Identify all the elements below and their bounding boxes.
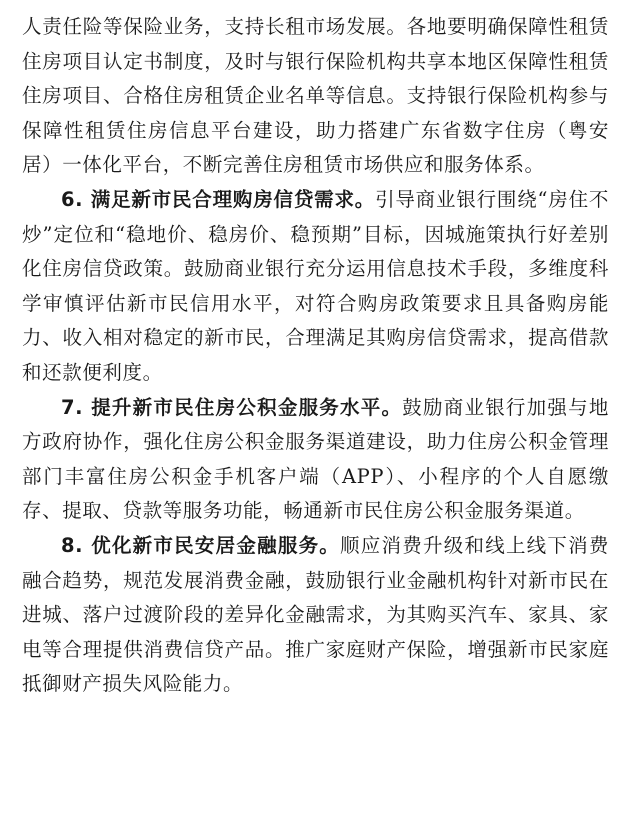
paragraph-item-8 [22,529,609,702]
paragraph-item-7 [22,391,609,529]
item-8-heading: 8. 优化新市民安居金融服务。 [61,533,341,557]
paragraph-continuation [22,10,609,183]
item-6-text: 引导商业银行围绕“房住不炒”定位和“稳地价、稳房价、稳预期”目标，因城施策执行好差别化住房信贷政策。鼓励商业银行充分运用信息技术手段，多维度科学审慎评估新市民信用水平，对符合购房政策要求且具备购房能力、收入相对稳定的新市民，合理满足其购房信贷需求，提高借款和还款便利度。 [22,187,609,384]
paragraph-text: 人责任险等保险业务，支持长租市场发展。各地要明确保障性租赁住房项目认定书制度，及时与银行保险机构共享本地区保障性租赁住房项目、合格住房租赁企业名单等信息。支持银行保险机构参与保障性租赁住房信息平台建设，助力搭建广东省数字住房（粤安居）一体化平台，不断完善住房租赁市场供应和服务体系。 [22,15,609,177]
item-6-heading: 6. 满足新市民合理购房信贷需求。 [61,187,376,211]
item-8-text: 顺应消费升级和线上线下消费融合趋势，规范发展消费金融，鼓励银行业金融机构针对新市民在进城、落户过渡阶段的差异化金融需求，为其购买汽车、家具、家电等合理提供消费信贷产品。推广家庭财产保险，增强新市民家庭抵御财产损失风险能力。 [22,533,609,696]
paragraph-item-6 [22,183,609,391]
item-7-text: 鼓励商业银行加强与地方政府协作，强化住房公积金服务渠道建设，助力住房公积金管理部门丰富住房公积金手机客户端（APP）、小程序的个人自愿缴存、提取、贷款等服务功能，畅通新市民住房公积金服务渠道。 [22,395,609,523]
item-7-heading: 7. 提升新市民住房公积金服务水平。 [61,395,403,419]
